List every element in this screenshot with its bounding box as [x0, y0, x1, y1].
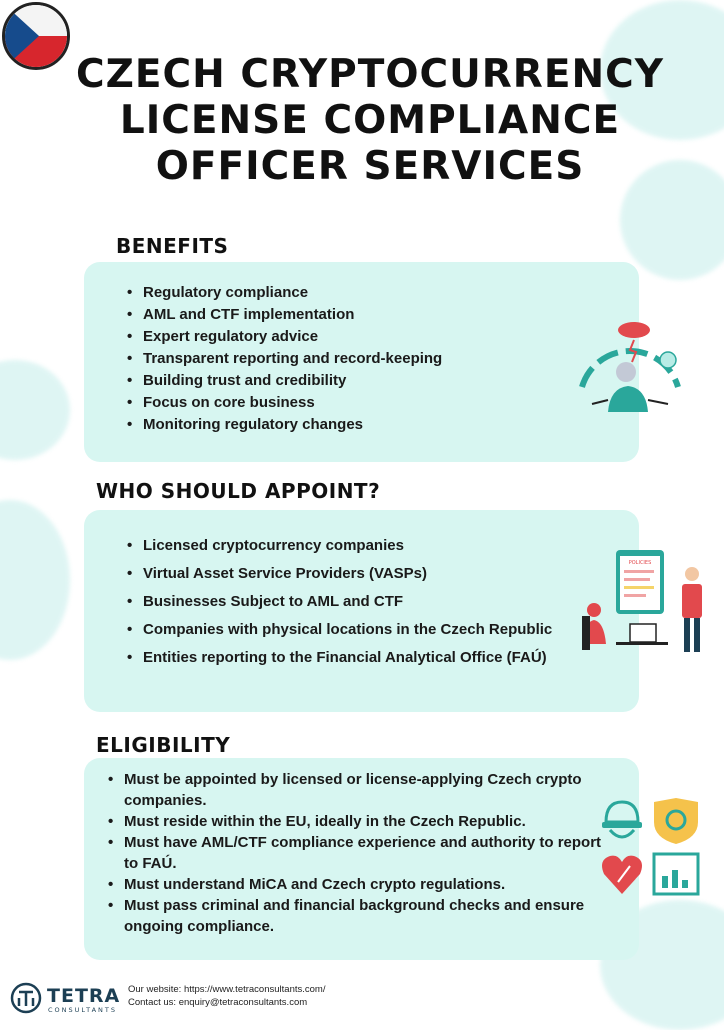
title-line: LICENSE COMPLIANCE	[119, 98, 621, 143]
logo-text: TETRA	[47, 985, 121, 1007]
title-line: CZECH CRYPTOCURRENCY	[76, 52, 664, 97]
heart-icon	[602, 856, 642, 894]
background-cloud	[0, 360, 70, 460]
list-item: • Entities reporting to the Financial Analytical Office (FAÚ)	[127, 649, 552, 666]
hard-hat-icon	[602, 802, 642, 837]
list-item: • Building trust and credibility	[127, 372, 442, 389]
list-item: • Monitoring regulatory changes	[127, 416, 442, 433]
list-item: • Must be appointed by licensed or license-applying Czech crypto companies.	[108, 769, 608, 811]
list-item: • Must pass criminal and financial background checks and ensure ongoing compliance.	[108, 895, 608, 937]
policy-board-label: POLICIES	[628, 560, 652, 566]
chart-icon	[654, 854, 698, 894]
stress-person-illustration	[572, 312, 688, 422]
list-item: • Must reside within the EU, ideally in the Czech Republic.	[108, 811, 608, 832]
list-item: • Regulatory compliance	[127, 284, 442, 301]
shield-icon	[654, 798, 698, 844]
title-line: OFFICER SERVICES	[155, 144, 585, 189]
eligibility-heading: ELIGIBILITY	[96, 733, 231, 757]
benefits-list	[127, 284, 442, 433]
logo-subtext: CONSULTANTS	[48, 1006, 117, 1014]
list-item: • Expert regulatory advice	[127, 328, 442, 345]
benefits-heading: BENEFITS	[116, 234, 229, 258]
background-cloud	[0, 500, 70, 660]
who-card	[84, 510, 639, 712]
who-list	[127, 537, 552, 666]
list-item: • Transparent reporting and record-keeping	[127, 350, 442, 367]
website-link[interactable]: Our website: https://www.tetraconsultants.com/	[128, 984, 326, 995]
list-item: • AML and CTF implementation	[127, 306, 442, 323]
who-heading: WHO SHOULD APPOINT?	[96, 479, 381, 503]
eligibility-icons	[600, 796, 706, 900]
tetra-logo-icon	[10, 982, 42, 1014]
list-item: • Must have AML/CTF compliance experience and authority to report to FAÚ.	[108, 832, 608, 874]
list-item: • Focus on core business	[127, 394, 442, 411]
eligibility-card	[84, 758, 639, 960]
eligibility-list	[108, 769, 608, 937]
benefits-card	[84, 262, 639, 462]
policy-board-illustration	[576, 548, 718, 660]
list-item: • Companies with physical locations in the Czech Republic	[127, 621, 552, 638]
email-link[interactable]: Contact us: enquiry@tetraconsultants.com	[128, 997, 308, 1008]
list-item: • Virtual Asset Service Providers (VASPs)	[127, 565, 552, 582]
list-item: • Businesses Subject to AML and CTF	[127, 593, 552, 610]
page-title	[60, 52, 680, 190]
footer-contact-block	[128, 983, 325, 1009]
list-item: • Licensed cryptocurrency companies	[127, 537, 552, 554]
list-item: • Must understand MiCA and Czech crypto regulations.	[108, 874, 608, 895]
